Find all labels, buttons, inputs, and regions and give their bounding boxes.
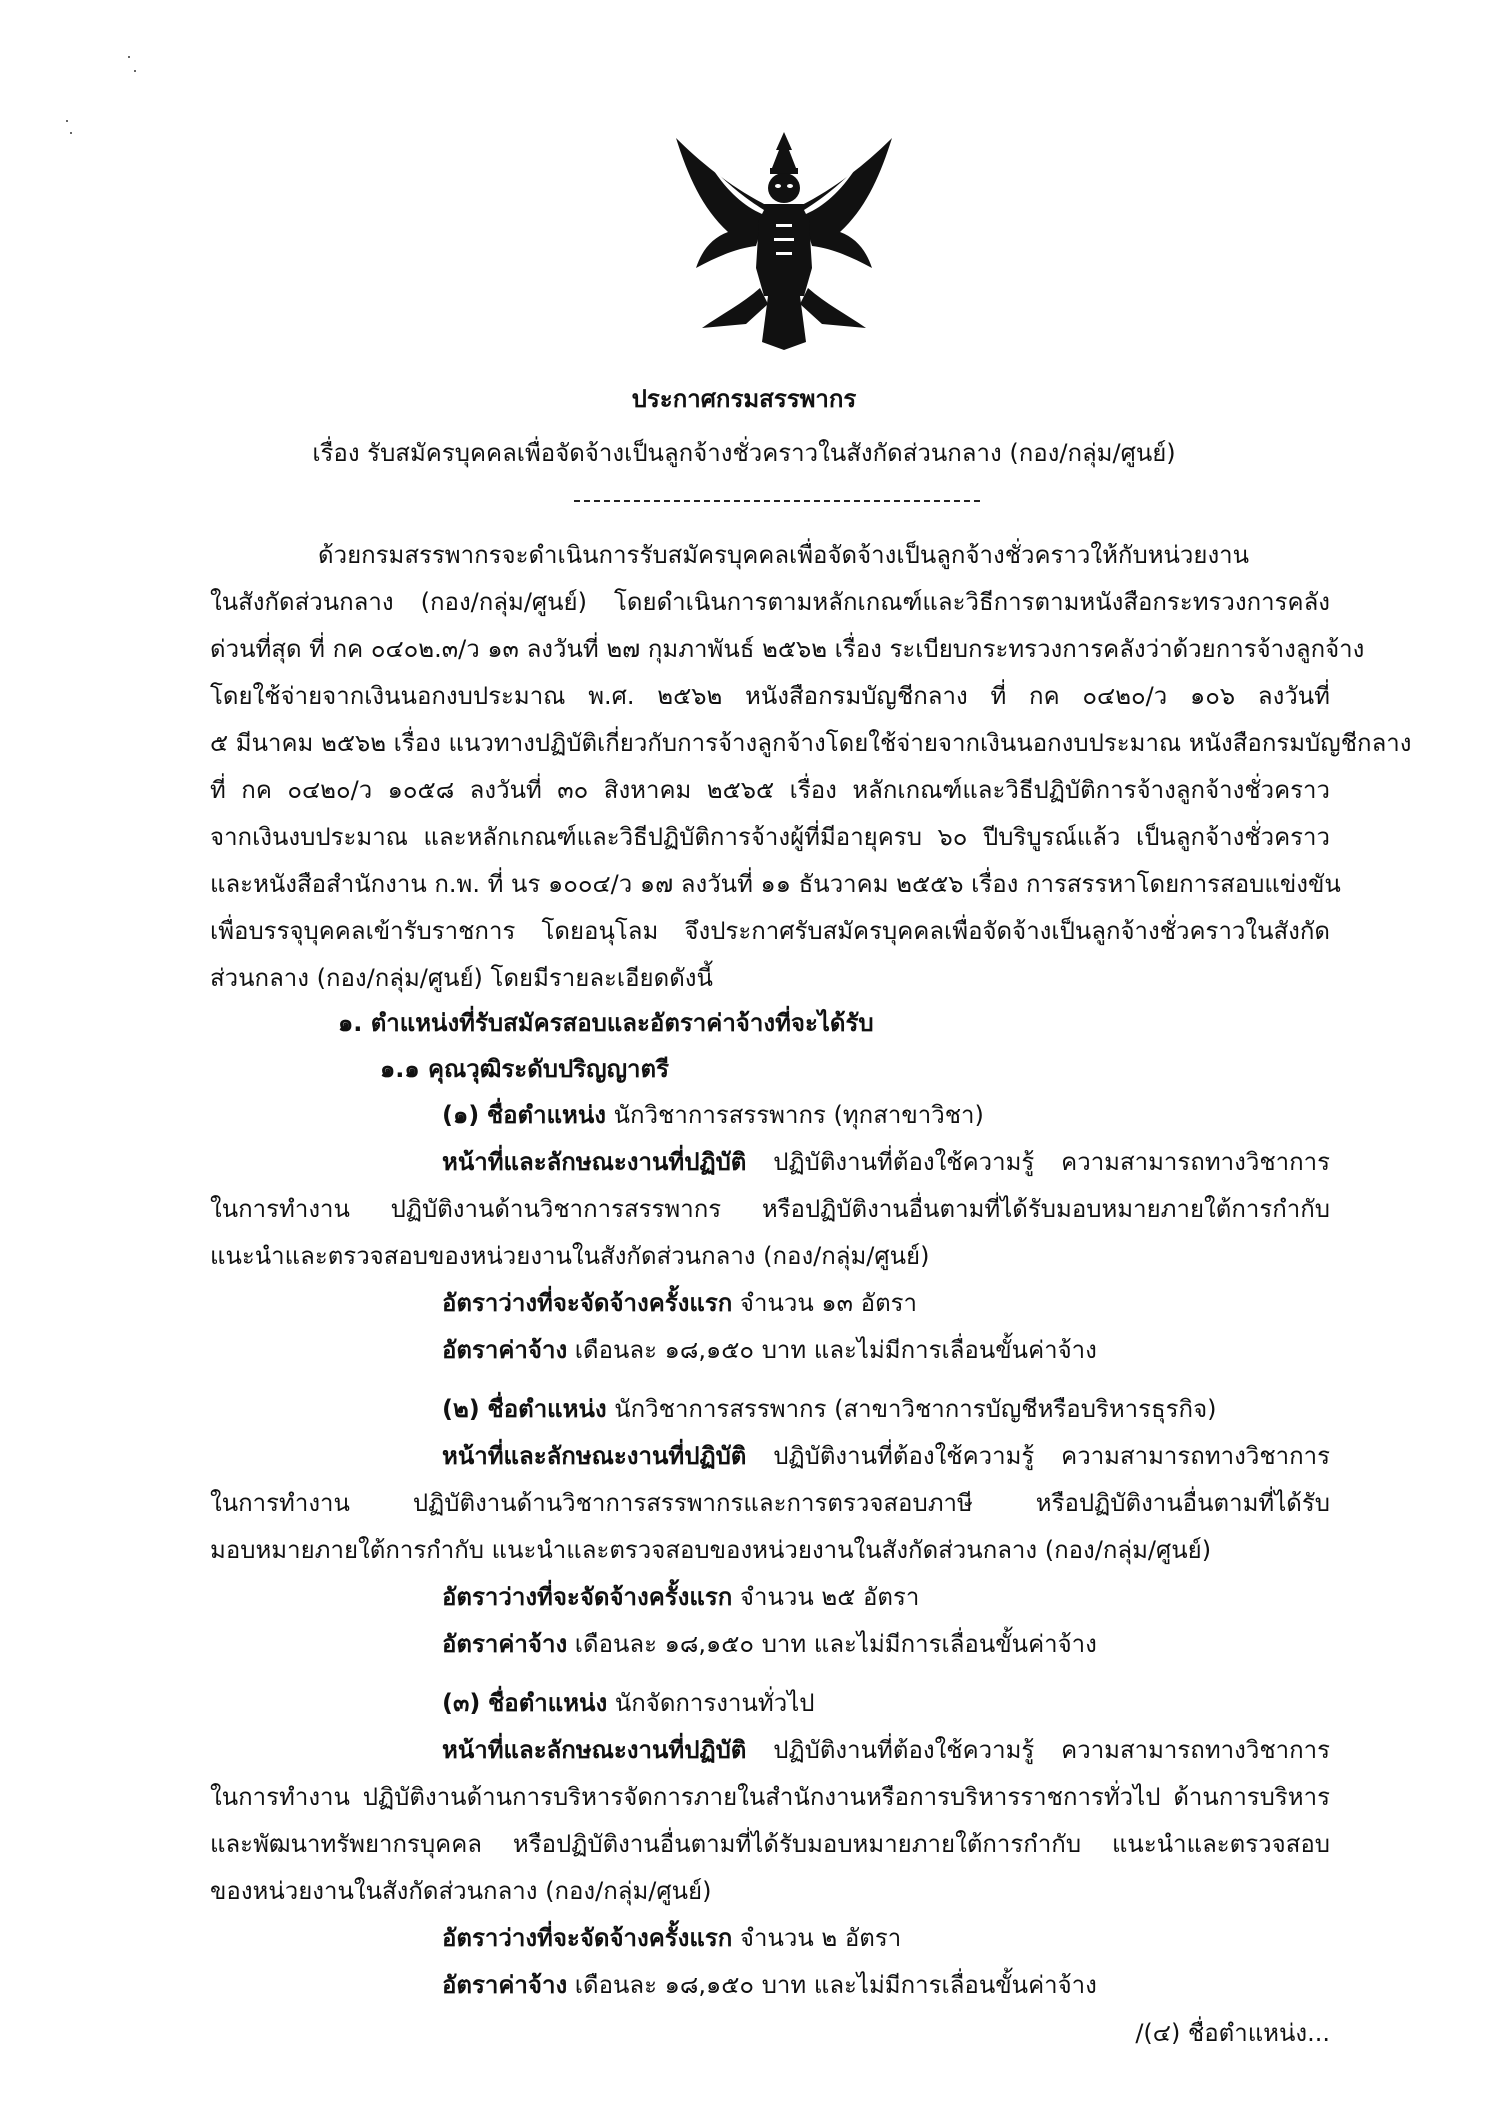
position-name-line xyxy=(442,1688,815,1718)
subsection-heading: ๑.๑ คุณวุฒิระดับปริญญาตรี xyxy=(380,1055,669,1083)
intro-line: ๕ มีนาคม ๒๕๖๒ เรื่อง แนวทางปฏิบัติเกี่ยวกับการจ้างลูกจ้างโดยใช้จ่ายจากเงินนอกงบประมาณ หนังสือกรมบัญชีกลาง xyxy=(210,729,1412,757)
announcement-title: ประกาศกรมสรรพากร xyxy=(631,385,857,413)
duty-text: ปฏิบัติงานที่ต้องใช้ความรู้ ความสามารถทางวิชาการ xyxy=(773,1148,1330,1176)
intro-line: ที่ กค ๐๔๒๐/ว ๑๐๕๘ ลงวันที่ ๓๐ สิงหาคม ๒๕๖๕ เรื่อง หลักเกณฑ์และวิธีปฏิบัติการจ้างลูกจ้างชั่วคราว xyxy=(210,776,1330,804)
duty-line xyxy=(442,1441,1330,1471)
position-name-label: ชื่อตำแหน่ง xyxy=(486,1101,606,1129)
duty-text: ปฏิบัติงานที่ต้องใช้ความรู้ ความสามารถทางวิชาการ xyxy=(773,1442,1330,1470)
position-name-line xyxy=(442,1100,984,1130)
position-name-line xyxy=(442,1394,1217,1424)
duty-text: ปฏิบัติงานที่ต้องใช้ความรู้ ความสามารถทางวิชาการ xyxy=(773,1736,1330,1764)
intro-line: ส่วนกลาง (กอง/กลุ่ม/ศูนย์) โดยมีรายละเอียดดังนี้ xyxy=(210,964,713,992)
vacancy-line xyxy=(442,1582,919,1612)
continuation-note: /(๔) ชื่อตำแหน่ง... xyxy=(1135,2019,1330,2047)
vacancy-line xyxy=(442,1288,917,1318)
intro-line: เพื่อบรรจุบุคคลเข้ารับราชการ โดยอนุโลม จึงประกาศรับสมัครบุคคลเพื่อจัดจ้างเป็นลูกจ้างชั่วคราวในสังกัด xyxy=(210,917,1330,945)
duty-label: หน้าที่และลักษณะงานที่ปฏิบัติ xyxy=(442,1736,747,1764)
wage-label: อัตราค่าจ้าง xyxy=(442,1336,568,1364)
scan-speck xyxy=(66,120,68,122)
wage-line xyxy=(442,1335,1097,1365)
intro-line: ในสังกัดส่วนกลาง (กอง/กลุ่ม/ศูนย์) โดยดำเนินการตามหลักเกณฑ์และวิธีการตามหนังสือกระทรวงการคลัง xyxy=(210,588,1330,616)
position-name-label: ชื่อตำแหน่ง xyxy=(487,1689,608,1717)
wage-amount: เดือนละ ๑๘,๑๕๐ บาท และไม่มีการเลื่อนขั้นค่าจ้าง xyxy=(574,1971,1097,1999)
intro-line: และหนังสือสำนักงาน ก.พ. ที่ นร ๑๐๐๔/ว ๑๗ ลงวันที่ ๑๑ ธันวาคม ๒๕๕๖ เรื่อง การสรรหาโดยการสอบแข่งขัน xyxy=(210,870,1341,898)
scan-speck xyxy=(128,56,130,58)
intro-line: โดยใช้จ่ายจากเงินนอกงบประมาณ พ.ศ. ๒๕๖๒ หนังสือกรมบัญชีกลาง ที่ กค ๐๔๒๐/ว ๑๐๖ ลงวันที่ xyxy=(210,682,1330,710)
wage-label: อัตราค่าจ้าง xyxy=(442,1630,568,1658)
vacancy-count: จำนวน ๒๕ อัตรา xyxy=(739,1583,920,1611)
scan-speck xyxy=(134,70,136,72)
duty-line: ในการทำงาน ปฏิบัติงานด้านวิชาการสรรพากรและการตรวจสอบภาษี หรือปฏิบัติงานอื่นตามที่ได้รับ xyxy=(210,1489,1330,1517)
wage-amount: เดือนละ ๑๘,๑๕๐ บาท และไม่มีการเลื่อนขั้นค่าจ้าง xyxy=(574,1630,1097,1658)
position-number: (๒) xyxy=(442,1395,480,1423)
duty-label: หน้าที่และลักษณะงานที่ปฏิบัติ xyxy=(442,1442,747,1470)
wage-amount: เดือนละ ๑๘,๑๕๐ บาท และไม่มีการเลื่อนขั้นค่าจ้าง xyxy=(574,1336,1097,1364)
vacancy-count: จำนวน ๒ อัตรา xyxy=(739,1924,902,1952)
duty-line xyxy=(442,1147,1330,1177)
position-number: (๓) xyxy=(442,1689,481,1717)
duty-line: แนะนำและตรวจสอบของหน่วยงานในสังกัดส่วนกลาง (กอง/กลุ่ม/ศูนย์) xyxy=(210,1242,930,1270)
intro-line: ด่วนที่สุด ที่ กค ๐๔๐๒.๓/ว ๑๓ ลงวันที่ ๒๗ กุมภาพันธ์ ๒๕๖๒ เรื่อง ระเบียบกระทรวงการคลังว่าด้วยการจ้างลูกจ้าง xyxy=(210,635,1365,663)
intro-line: จากเงินงบประมาณ และหลักเกณฑ์และวิธีปฏิบัติการจ้างผู้ที่มีอายุครบ ๖๐ ปีบริบูรณ์แล้ว เป็นลูกจ้างชั่วคราว xyxy=(210,823,1330,851)
position-name-label: ชื่อตำแหน่ง xyxy=(487,1395,607,1423)
vacancy-count: จำนวน ๑๓ อัตรา xyxy=(739,1289,918,1317)
position-name: นักจัดการงานทั่วไป xyxy=(614,1689,815,1717)
wage-line xyxy=(442,1970,1097,2000)
duty-line: ในการทำงาน ปฏิบัติงานด้านการบริหารจัดการภายในสำนักงานหรือการบริหารราชการทั่วไป ด้านการบริหาร xyxy=(210,1783,1330,1811)
duty-label: หน้าที่และลักษณะงานที่ปฏิบัติ xyxy=(442,1148,747,1176)
section-heading: ๑. ตำแหน่งที่รับสมัครสอบและอัตราค่าจ้างที่จะได้รับ xyxy=(338,1009,874,1037)
position-name: นักวิชาการสรรพากร (ทุกสาขาวิชา) xyxy=(613,1101,984,1129)
vacancy-line xyxy=(442,1923,901,1953)
header-divider xyxy=(574,500,980,502)
duty-line: และพัฒนาทรัพยากรบุคคล หรือปฏิบัติงานอื่นตามที่ได้รับมอบหมายภายใต้การกำกับ แนะนำและตรวจสอบ xyxy=(210,1830,1330,1858)
vacancy-label: อัตราว่างที่จะจัดจ้างครั้งแรก xyxy=(442,1583,733,1611)
position-number: (๑) xyxy=(442,1101,480,1129)
duty-line: มอบหมายภายใต้การกำกับ แนะนำและตรวจสอบของหน่วยงานในสังกัดส่วนกลาง (กอง/กลุ่ม/ศูนย์) xyxy=(210,1536,1212,1564)
duty-line: ของหน่วยงานในสังกัดส่วนกลาง (กอง/กลุ่ม/ศูนย์) xyxy=(210,1877,712,1905)
intro-line: ด้วยกรมสรรพากรจะดำเนินการรับสมัครบุคคลเพื่อจัดจ้างเป็นลูกจ้างชั่วคราวให้กับหน่วยงาน xyxy=(318,541,1250,569)
garuda-emblem xyxy=(672,128,896,352)
duty-line: ในการทำงาน ปฏิบัติงานด้านวิชาการสรรพากร หรือปฏิบัติงานอื่นตามที่ได้รับมอบหมายภายใต้การกำกับ xyxy=(210,1195,1330,1223)
wage-label: อัตราค่าจ้าง xyxy=(442,1971,568,1999)
position-name: นักวิชาการสรรพากร (สาขาวิชาการบัญชีหรือบริหารธุรกิจ) xyxy=(614,1395,1217,1423)
vacancy-label: อัตราว่างที่จะจัดจ้างครั้งแรก xyxy=(442,1924,733,1952)
announcement-subject: เรื่อง รับสมัครบุคคลเพื่อจัดจ้างเป็นลูกจ้างชั่วคราวในสังกัดส่วนกลาง (กอง/กลุ่ม/ศูนย์) xyxy=(312,439,1176,467)
duty-line xyxy=(442,1735,1330,1765)
vacancy-label: อัตราว่างที่จะจัดจ้างครั้งแรก xyxy=(442,1289,733,1317)
scan-speck xyxy=(70,132,72,134)
wage-line xyxy=(442,1629,1097,1659)
